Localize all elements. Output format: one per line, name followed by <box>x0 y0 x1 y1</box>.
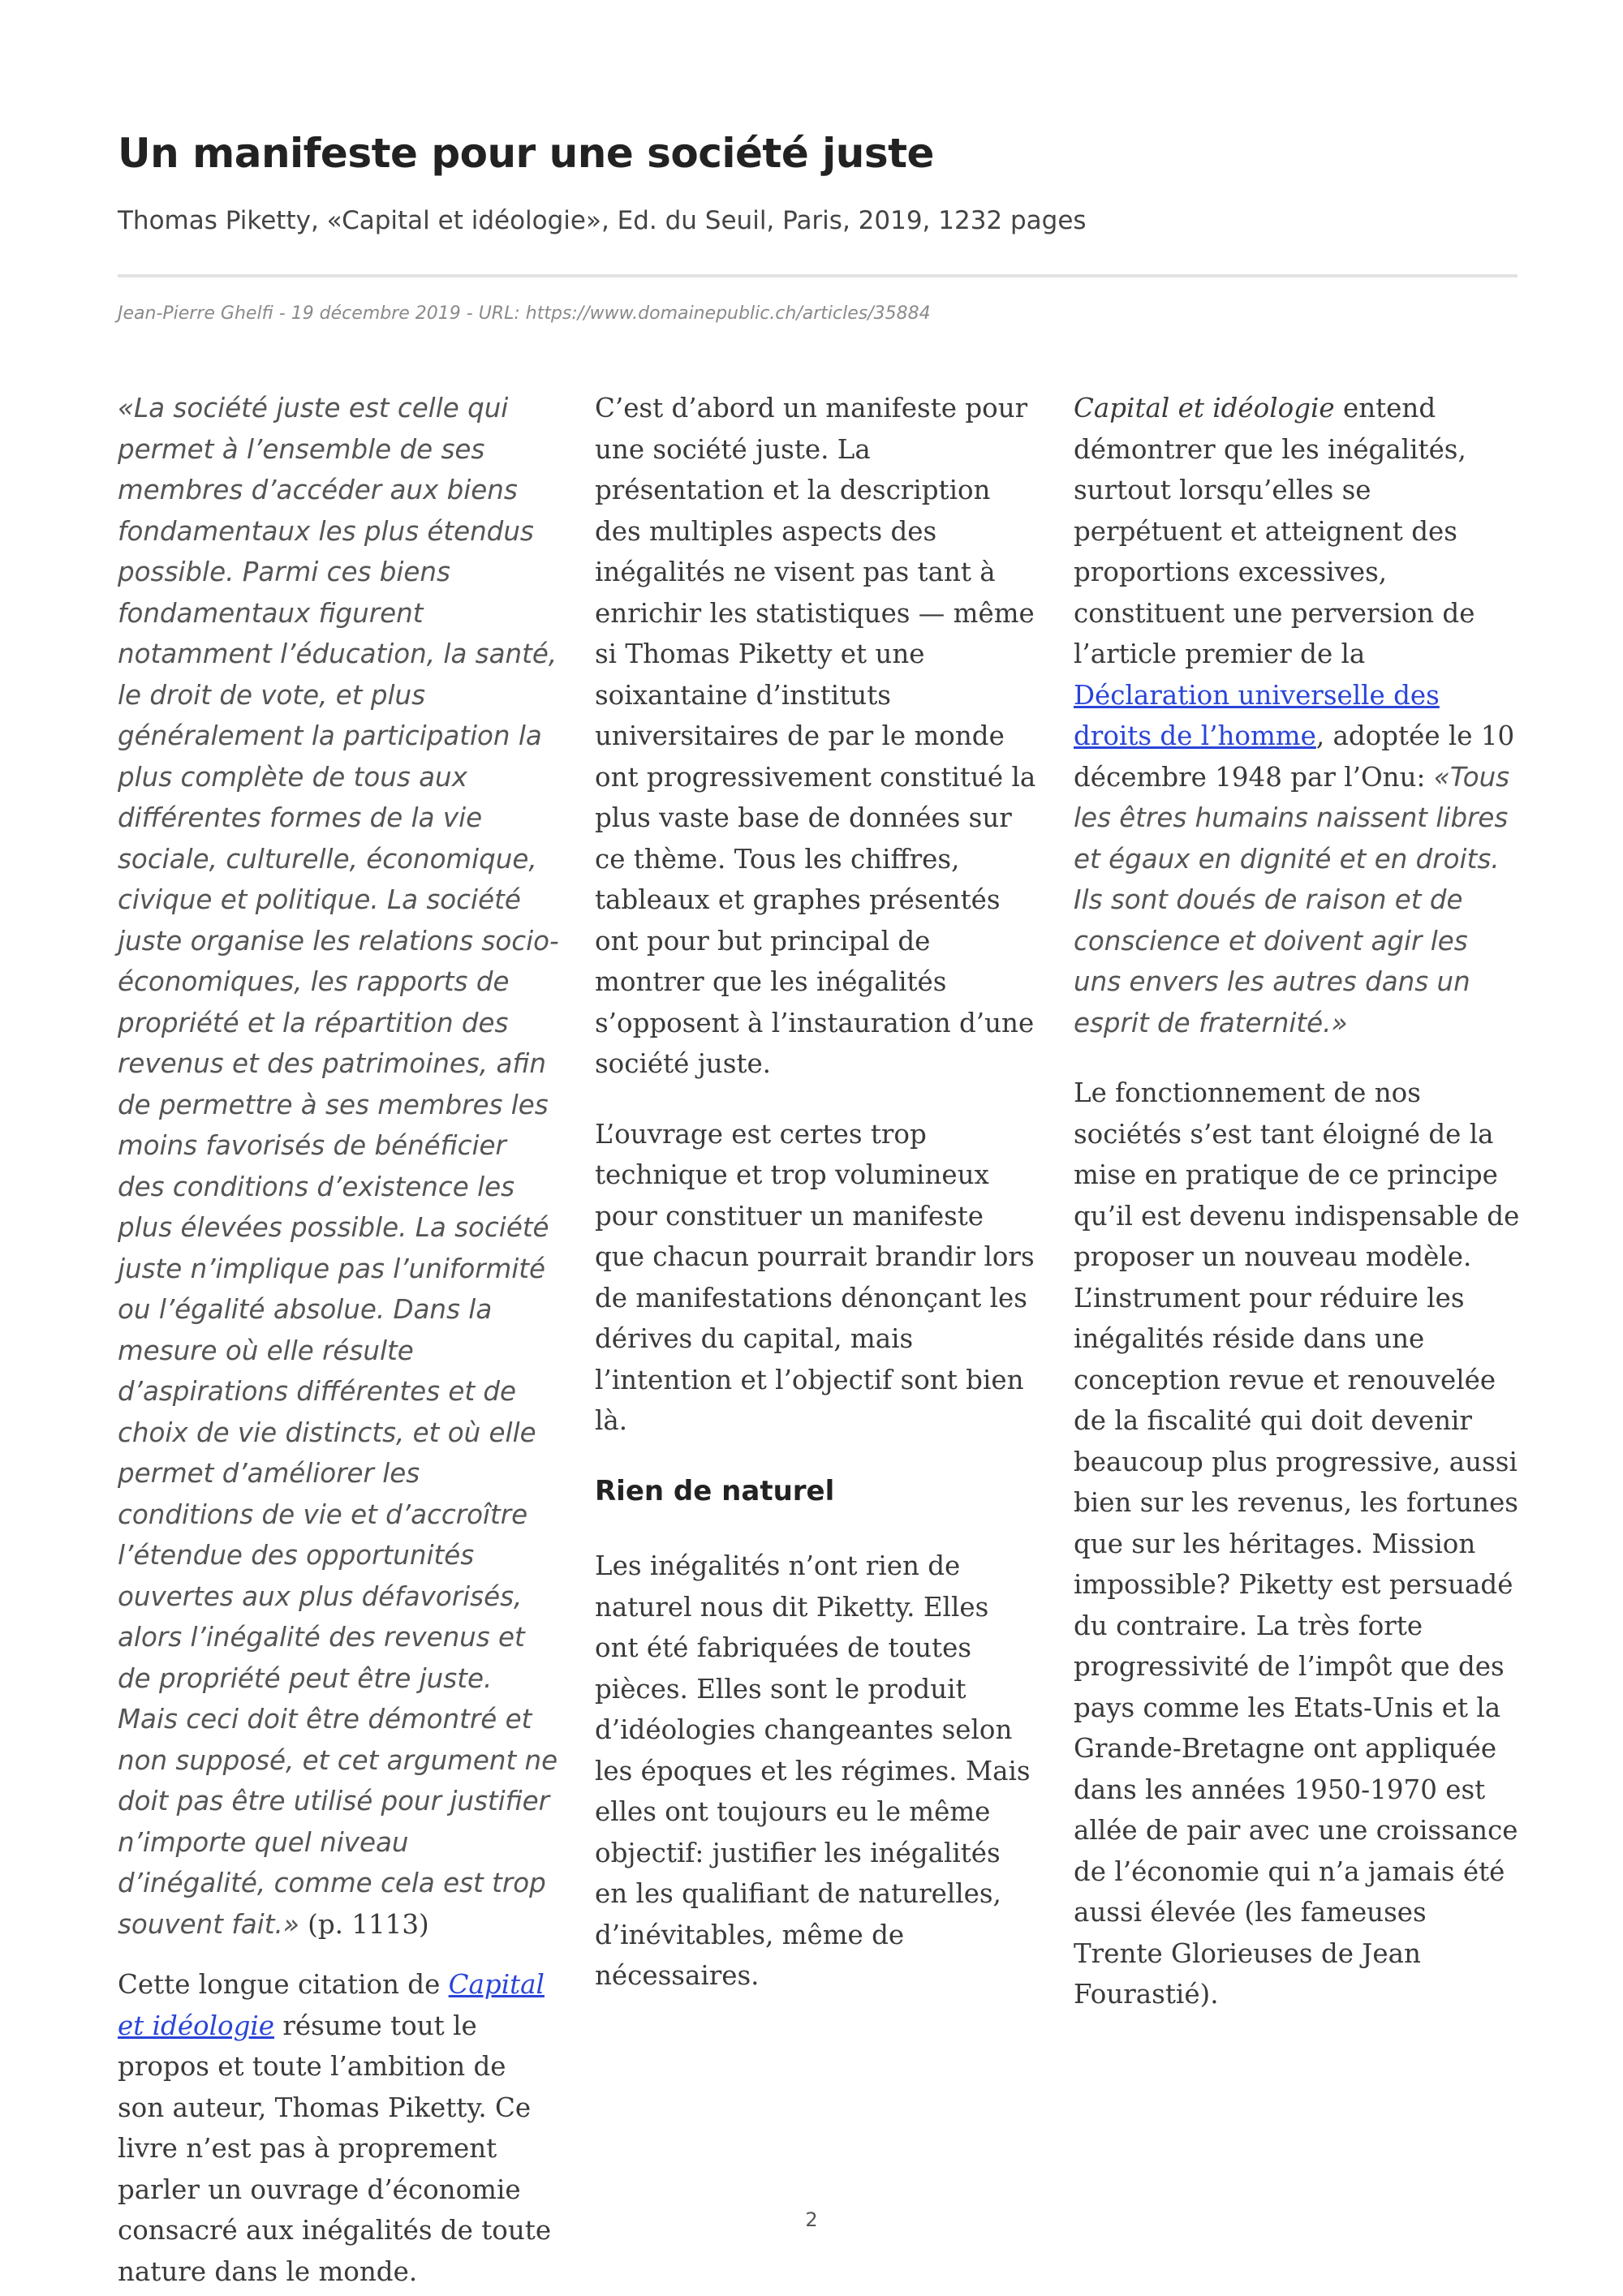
page-number: 2 <box>805 2208 818 2231</box>
opening-quote-paragraph <box>118 388 560 1945</box>
capital-ideologie-link[interactable]: Capital et idéologie <box>118 1969 545 2041</box>
text-column-3 <box>1074 388 1520 2015</box>
section-heading: Rien de naturel <box>595 1474 835 1507</box>
opening-quote: «La société juste est celle qui permet à l’ensemble de ses membres d’accéder aux biens fondamentaux les plus étendus possible. Parmi ces biens fondamentaux figurent notamment l’éducation, la santé, le droit de vote, et plus généralement la participation la plus complète de tous aux différentes formes de la vie sociale, culturelle, économique, civique et politique. La société juste organise les relations socio-économiques, les rapports de propriété et la répartition des revenus et des patrimoines, afin de permettre à ses membres les moins favorisés de bénéficier des conditions d’existence les plus élevées possible. La société juste n’implique pas l’uniformité ou l’égalité absolue. Dans la mesure où elle résulte d’aspirations différentes et de choix de vie distincts, et où elle permet d’améliorer les conditions de vie et d’accroître l’étendue des opportunités ouvertes aux plus défavorisés, alors l’inégalité des revenus et de propriété peut être juste. Mais ceci doit être démontré et non supposé, et cet argument ne doit pas être utilisé pour justifier n’importe quel niveau d’inégalité, comme cela est trop souvent fait.» <box>118 393 559 1940</box>
paragraph-intro <box>118 1964 560 2292</box>
article-subtitle: Thomas Piketty, «Capital et idéologie», Ed. du Seuil, Paris, 2019, 1232 pages <box>118 206 1087 235</box>
article-meta: Jean-Pierre Ghelfi - 19 décembre 2019 - URL: https://www.domainepublic.ch/articles/35884 <box>118 303 931 324</box>
paragraph-intro-text: Cette longue citation de <box>118 1969 449 2000</box>
paragraph-declaration <box>1074 388 1520 1043</box>
paragraph-fiscalite: Le fonctionnement de nos sociétés s’est tant éloigné de la mise en pratique de ce principe qu’il est devenu indispensable de proposer un nouveau modèle. L’instrument pour réduire les inégalités réside dans une conception revue et renouvelée de la fiscalité qui doit devenir beaucoup plus progressive, aussi bien sur les revenus, les fortunes que sur les héritages. Mission impossible? Piketty est persuadé du contraire. La très forte progressivité de l’impôt que des pays comme les Etats-Unis et la Grande-Bretagne ont appliquée dans les années 1950-1970 est allée de pair avec une croissance de l’économie qui n’a jamais été aussi élevée (les fameuses Trente Glorieuses de Jean Fourastié). <box>1074 1077 1520 2010</box>
article-title: Un manifeste pour une société juste <box>118 130 934 177</box>
header-divider <box>118 274 1518 277</box>
text-column-1 <box>118 388 560 2292</box>
paragraph-declaration-mid: , adoptée le 10 décembre 1948 par l’Onu: <box>1074 720 1515 793</box>
paragraph-ouvrage: L’ouvrage est certes trop technique et trop volumineux pour constituer un manifeste que chacun pourrait brandir lors de manifestations dénonçant les dérives du capital, mais l’intention et l’objectif sont bien là. <box>595 1118 1035 1436</box>
declaration-quote: «Tous les êtres humains naissent libres et égaux en dignité et en droits. Ils sont doués de raison et de conscience et doivent agir les uns envers les autres dans un esprit de fraternité.» <box>1074 761 1510 1038</box>
text-column-2 <box>595 388 1037 1997</box>
quote-page-reference: (p. 1113) <box>299 1908 429 1940</box>
paragraph-manifeste: C’est d’abord un manifeste pour une société juste. La présentation et la description des multiples aspects des inégalités ne visent pas tant à enrichir les statistiques — même si Thomas Piketty et une soixantaine d’instituts universitaires de par le monde ont progressivement constitué la plus vaste base de données sur ce thème. Tous les chiffres, tableaux et graphes présentés ont pour but principal de montrer que les inégalités s’opposent à l’instauration d’une société juste. <box>595 393 1036 1079</box>
paragraph-intro-text-end: résume tout le propos et toute l’ambition de son auteur, Thomas Piketty. Ce livre n’est pas à proprement parler un ouvrage d’économie consacré aux inégalités de toute nature dans le monde. <box>118 2010 552 2287</box>
paragraph-inegalites: Les inégalités n’ont rien de naturel nous dit Piketty. Elles ont été fabriquées de toutes pièces. Elles sont le produit d’idéologies changeantes selon les époques et les régimes. Mais elles ont toujours eu le même objectif: justifier les inégalités en les qualifiant de naturelles, d’inévitables, même de nécessaires. <box>595 1550 1031 1991</box>
book-title-italic: Capital et idéologie <box>1074 393 1335 424</box>
declaration-link[interactable]: Déclaration universelle des droits de l’homme <box>1074 679 1440 751</box>
paragraph-declaration-text: entend démontrer que les inégalités, surtout lorsqu’elles se perpétuent et atteignent des proportions excessives, constituent une perversion de l’article premier de la <box>1074 393 1475 669</box>
